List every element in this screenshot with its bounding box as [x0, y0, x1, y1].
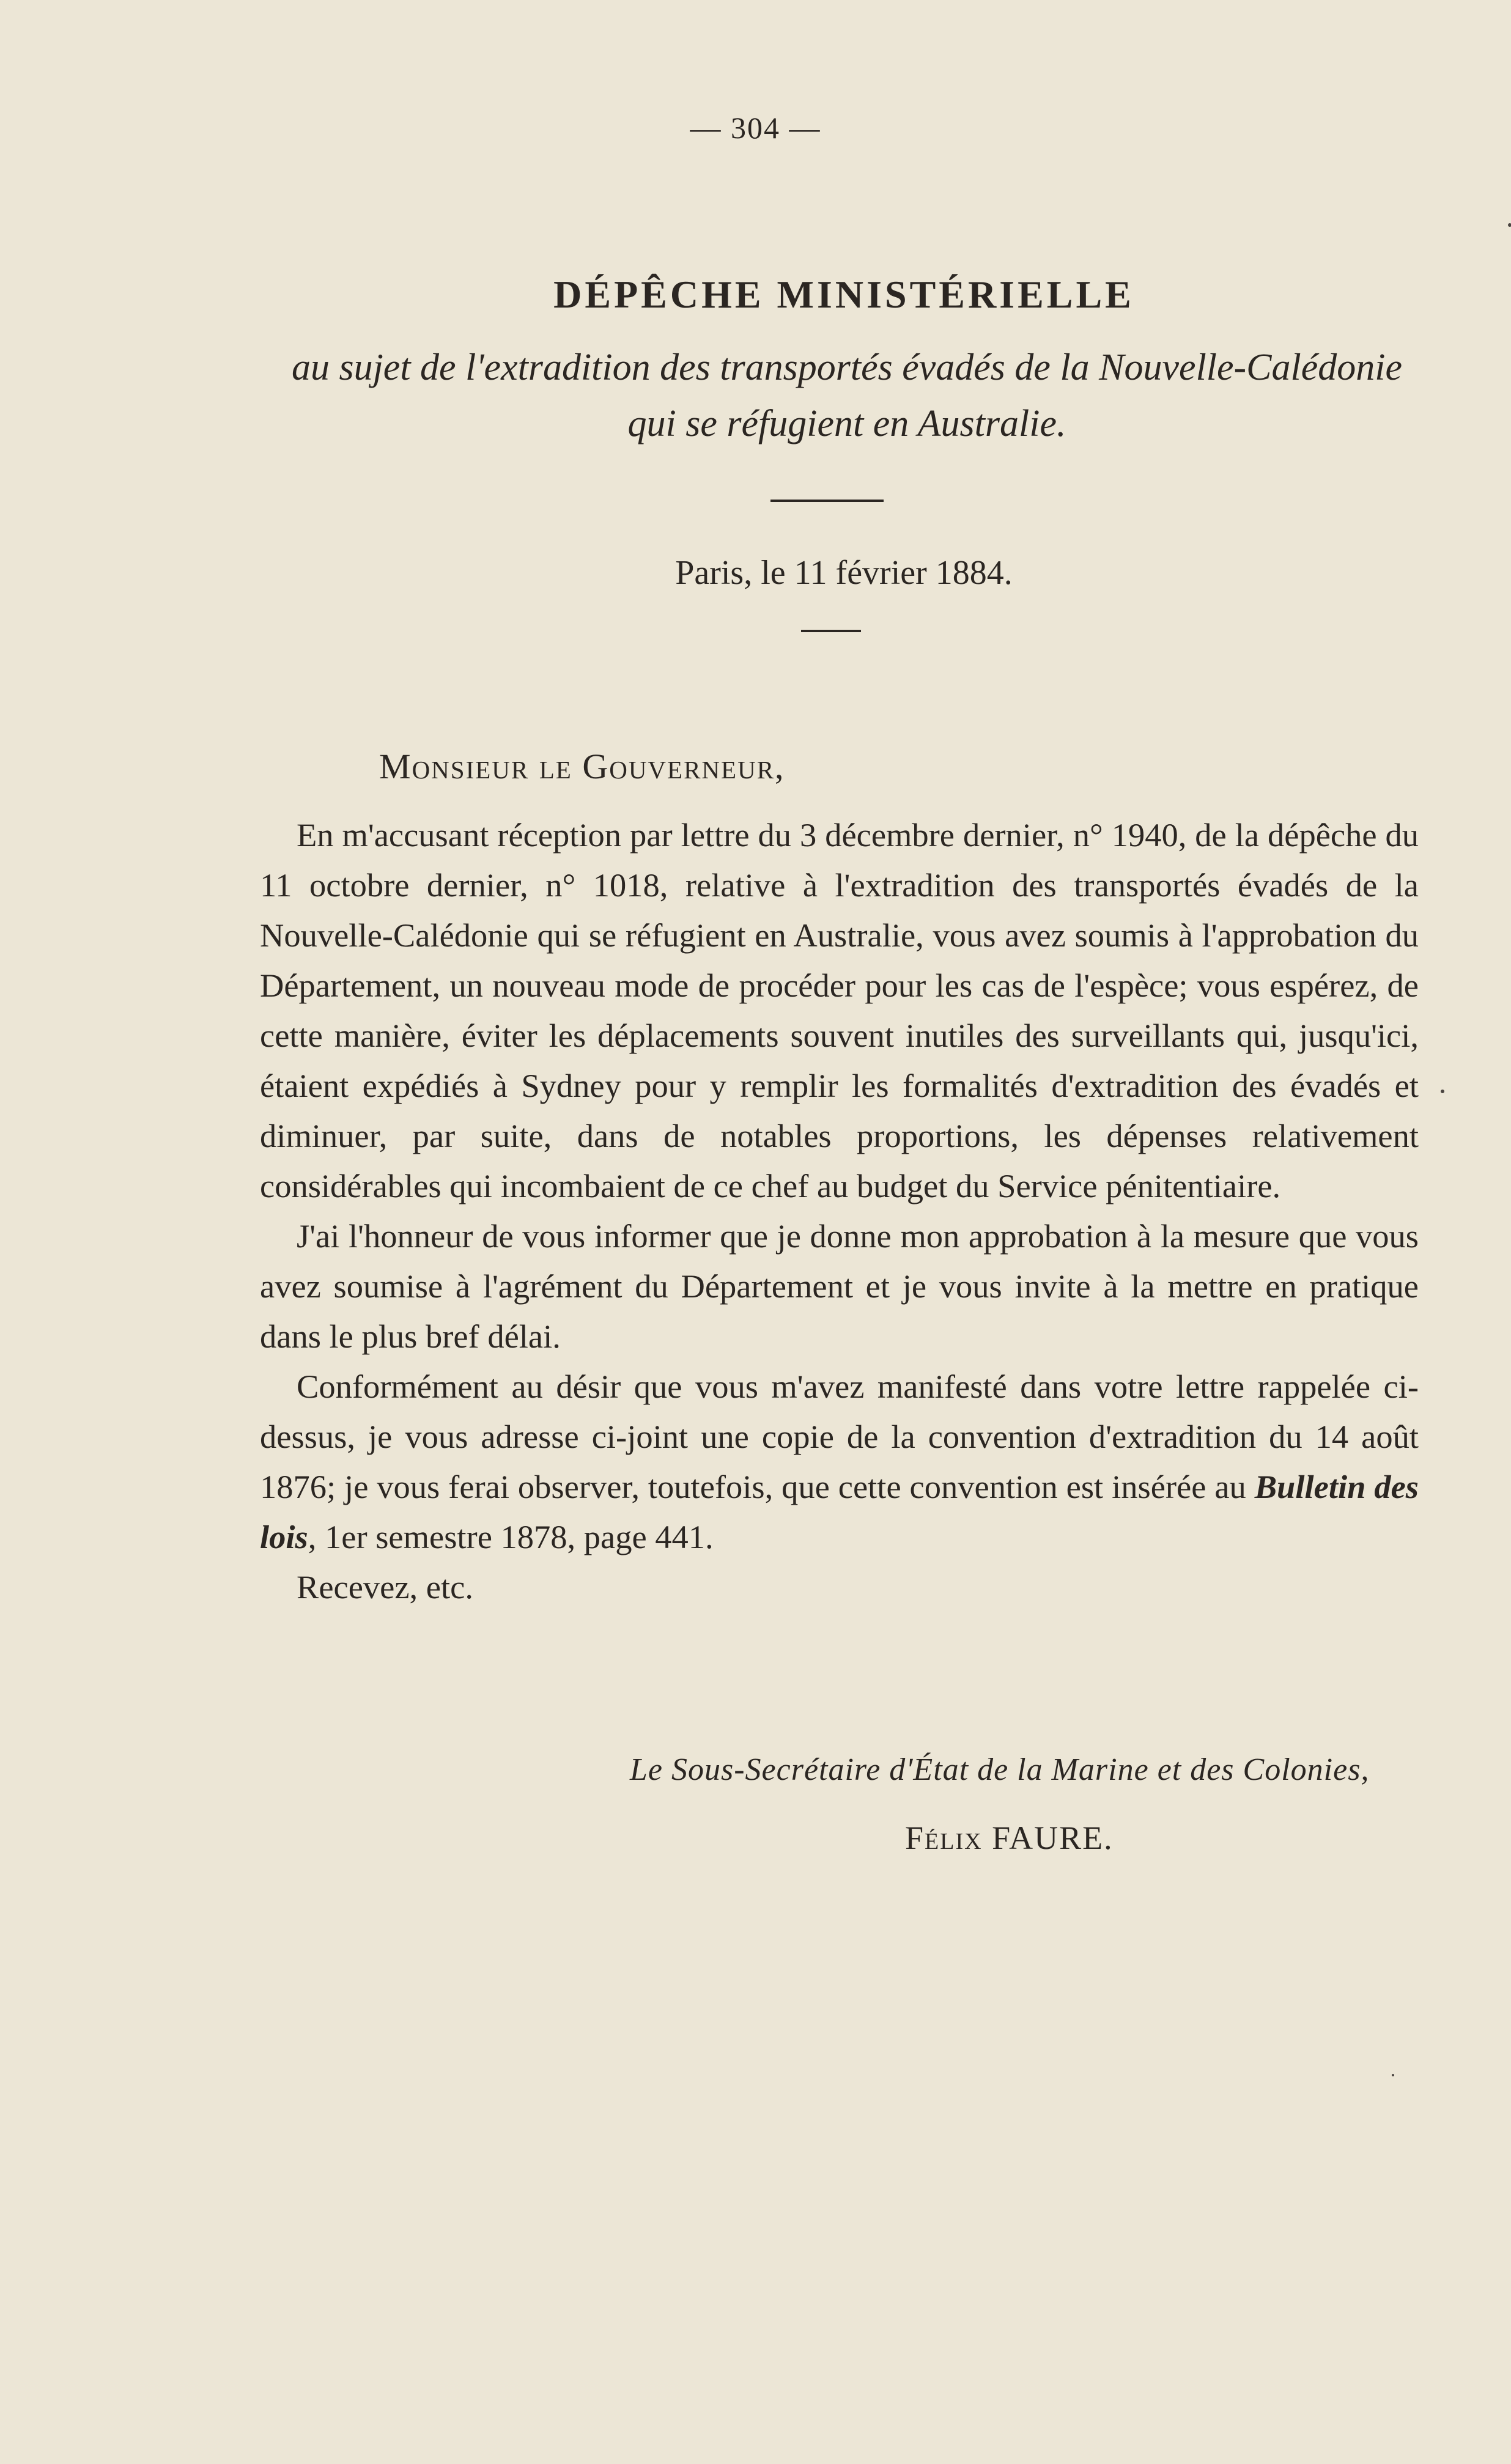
paragraph-2: J'ai l'honneur de vous informer que je donne mon approbation à la mesure que vous avez soumise à l'agrément du Département et je vous invite à la mettre en pratique dans le plus bref délai.	[260, 1217, 1419, 1355]
paragraph-3	[260, 1362, 1419, 1562]
bulletin-des-lois-title: Bulletin des lois	[260, 1468, 1419, 1555]
divider-rule	[801, 630, 861, 632]
document-heading: DÉPÊCHE MINISTÉRIELLE	[553, 273, 1134, 316]
signatory-first-name: Félix	[905, 1820, 983, 1856]
closing-formula: Recevez, etc.	[297, 1568, 473, 1606]
paper-speck	[1508, 223, 1511, 227]
signatory-name	[905, 1819, 1114, 1857]
paper-speck	[1392, 2074, 1394, 2076]
letter-body	[260, 810, 1419, 1612]
paragraph-1: En m'accusant réception par lettre du 3 décembre dernier, n° 1940, de la dépêche du 11 octobre dernier, n° 1018, relative à l'extradition des transportés évadés de la Nouvelle-Calédonie qui se réfugient en Australie, vous avez soumis à l'approbation du Département, un nouveau mode de procéder pour les cas de l'espèce; vous espérez, de cette manière, éviter les déplacements souvent inutiles des surveillants qui, jusqu'ici, étaient expédiés à Sydney pour y remplir les formalités d'extradition des évadés et diminuer, par suite, dans de notables proportions, les dépenses relativement considérables qui incombaient de ce chef au budget du Service pénitentiaire.	[260, 816, 1419, 1204]
dateline: Paris, le 11 février 1884.	[675, 554, 1013, 592]
page-number: — 304 —	[690, 111, 821, 145]
signatory-last-name: FAURE.	[992, 1820, 1114, 1856]
paragraph-3-text-start: Conformément au désir que vous m'avez manifesté dans votre lettre rappelée ci-dessus, je vous adresse ci-joint une copie de la convention d'extradition du 14 août 1876; je vous ferai observer, toutefois, que cette convention est insérée au	[260, 1368, 1419, 1505]
document-subheading	[251, 339, 1443, 452]
paper-speck	[1441, 1090, 1444, 1093]
divider-rule	[770, 500, 884, 502]
paragraph-3-text-end: , 1er semestre 1878, page 441.	[308, 1518, 714, 1555]
subheading-line-1: au sujet de l'extradition des transportés évadés de la Nouvelle-Calédonie	[291, 347, 1403, 388]
salutation: Monsieur le Gouverneur,	[379, 747, 785, 786]
signatory-title: Le Sous-Secrétaire d'État de la Marine et des Colonies,	[630, 1752, 1370, 1787]
subheading-line-2: qui se réfugient en Australie.	[627, 403, 1066, 444]
